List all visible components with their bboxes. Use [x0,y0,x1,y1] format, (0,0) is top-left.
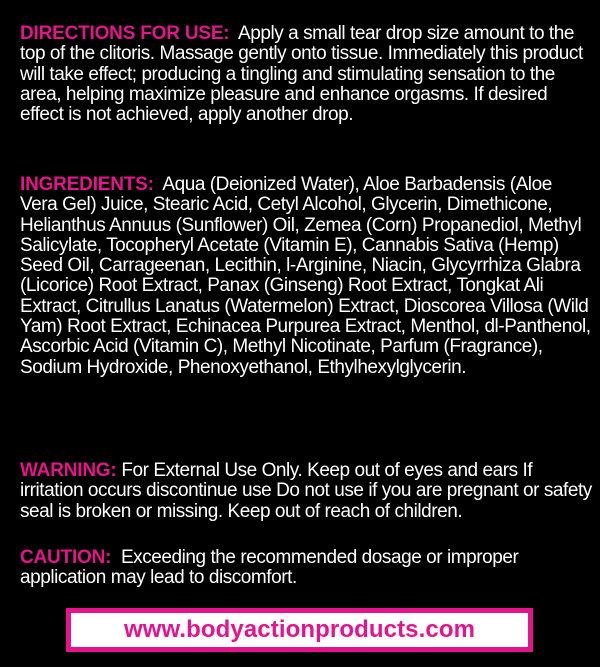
warning-heading: WARNING: [20,460,117,481]
caution-section [20,548,592,589]
ingredients-text: Aqua (Deionized Water), Aloe Barbadensis (Aloe Vera Gel) Juice, Stearic Acid, Cetyl Alcohol, Glycerin, Dimethicone, Helianthus Annuus (Sunflower) Oil, Zemea (Corn) Propanediol, Methyl Salicylate, Tocopheryl Acetate (Vitamin E), Cannabis Sativa (Hemp) Seed Oil, Carrageenan, Lecithin, l-Arginine, Niacin, Glycyrrhiza Glabra (Licorice) Root Extract, Panax (Ginseng) Root Extract, Tongkat Ali Extract, Citrullus Lanatus (Watermelon) Extract, Dioscorea Villosa (Wild Yam) Root Extract, Echinacea Purpurea Extract, Menthol, dl-Panthenol, Ascorbic Acid (Vitamin C), Methyl Nicotinate, Parfum (Fragrance), Sodium Hydroxide, Phenoxyethanol, Ethylhexylglycerin. [20,174,591,378]
directions-section [20,24,592,125]
warning-section [20,461,592,522]
website-banner[interactable] [66,608,533,652]
ingredients-section [20,175,592,378]
caution-text: Exceeding the recommended dosage or improper application may lead to discomfort. [20,547,519,589]
website-url[interactable]: www.bodyactionproducts.com [123,616,476,643]
directions-text: Apply a small tear drop size amount to the top of the clitoris. Massage gently onto tissue. Immediately this product will take effect; producing a tingling and stimulating sensation to the area, helping maximize pleasure and enhance orgasms. If desired effect is not achieved, apply another drop. [20,23,583,126]
directions-heading: DIRECTIONS FOR USE: [20,23,230,44]
ingredients-heading: INGREDIENTS: [20,174,154,195]
warning-text: For External Use Only. Keep out of eyes and ears If irritation occurs discontinue use Do not use if you are pregnant or safety seal is broken or missing. Keep out of reach of children. [20,460,592,522]
caution-heading: CAUTION: [20,547,112,568]
